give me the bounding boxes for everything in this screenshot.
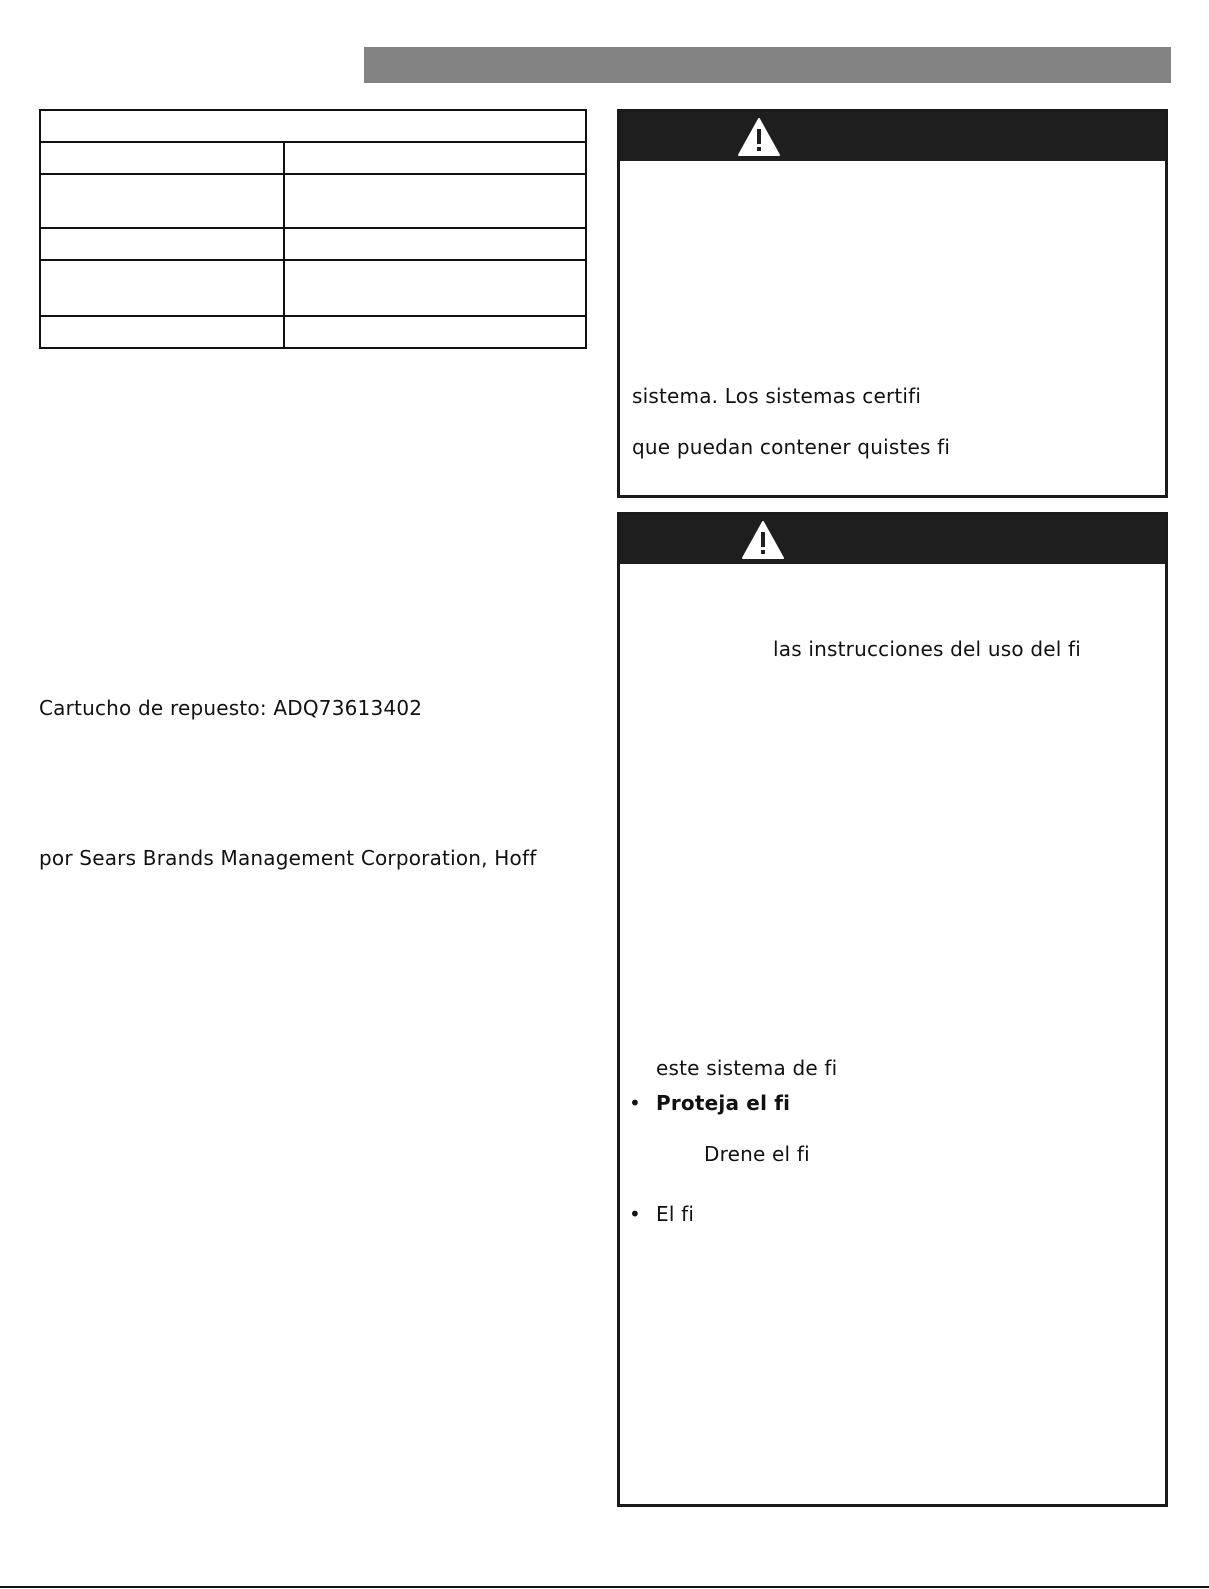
warning-header bbox=[620, 515, 1165, 564]
table-cell bbox=[40, 316, 284, 348]
table-cell bbox=[284, 228, 586, 260]
warning-text-line: este sistema de fi bbox=[656, 1056, 838, 1080]
table-cell bbox=[284, 174, 586, 228]
table-row bbox=[40, 142, 586, 174]
warning-text-line: sistema. Los sistemas certifi bbox=[632, 384, 922, 408]
table-cell bbox=[40, 260, 284, 316]
bullet-symbol: • bbox=[629, 1202, 641, 1226]
table-cell bbox=[284, 316, 586, 348]
warning-text-line: El fi bbox=[656, 1202, 695, 1226]
table-cell bbox=[40, 174, 284, 228]
table-cell bbox=[284, 260, 586, 316]
table-row bbox=[40, 260, 586, 316]
warning-box-water-safety bbox=[617, 109, 1168, 498]
protect-filter-heading: Proteja el fi bbox=[656, 1091, 791, 1115]
spec-table bbox=[39, 109, 587, 349]
section-header-bar bbox=[364, 47, 1171, 83]
replacement-cartridge-text: Cartucho de repuesto: ADQ73613402 bbox=[39, 696, 423, 720]
table-row bbox=[40, 228, 586, 260]
warning-box-filter-use bbox=[617, 512, 1168, 1507]
warning-text-line: que puedan contener quistes fi bbox=[632, 435, 951, 459]
table-cell bbox=[40, 142, 284, 174]
table-row bbox=[40, 174, 586, 228]
warning-triangle-icon bbox=[737, 117, 781, 157]
table-row bbox=[40, 316, 586, 348]
drain-filter-text: Drene el fi bbox=[704, 1142, 810, 1166]
warning-text-line: las instrucciones del uso del fi bbox=[773, 637, 1082, 661]
warning-header bbox=[620, 112, 1165, 161]
warning-triangle-icon bbox=[741, 520, 785, 560]
sears-brands-text: por Sears Brands Management Corporation, Hoff bbox=[39, 846, 537, 870]
table-cell bbox=[284, 142, 586, 174]
bullet-symbol: • bbox=[629, 1091, 641, 1115]
table-row bbox=[40, 110, 586, 142]
table-cell bbox=[40, 228, 284, 260]
page-bottom-rule bbox=[0, 1586, 1209, 1588]
table-title-cell bbox=[40, 110, 586, 142]
